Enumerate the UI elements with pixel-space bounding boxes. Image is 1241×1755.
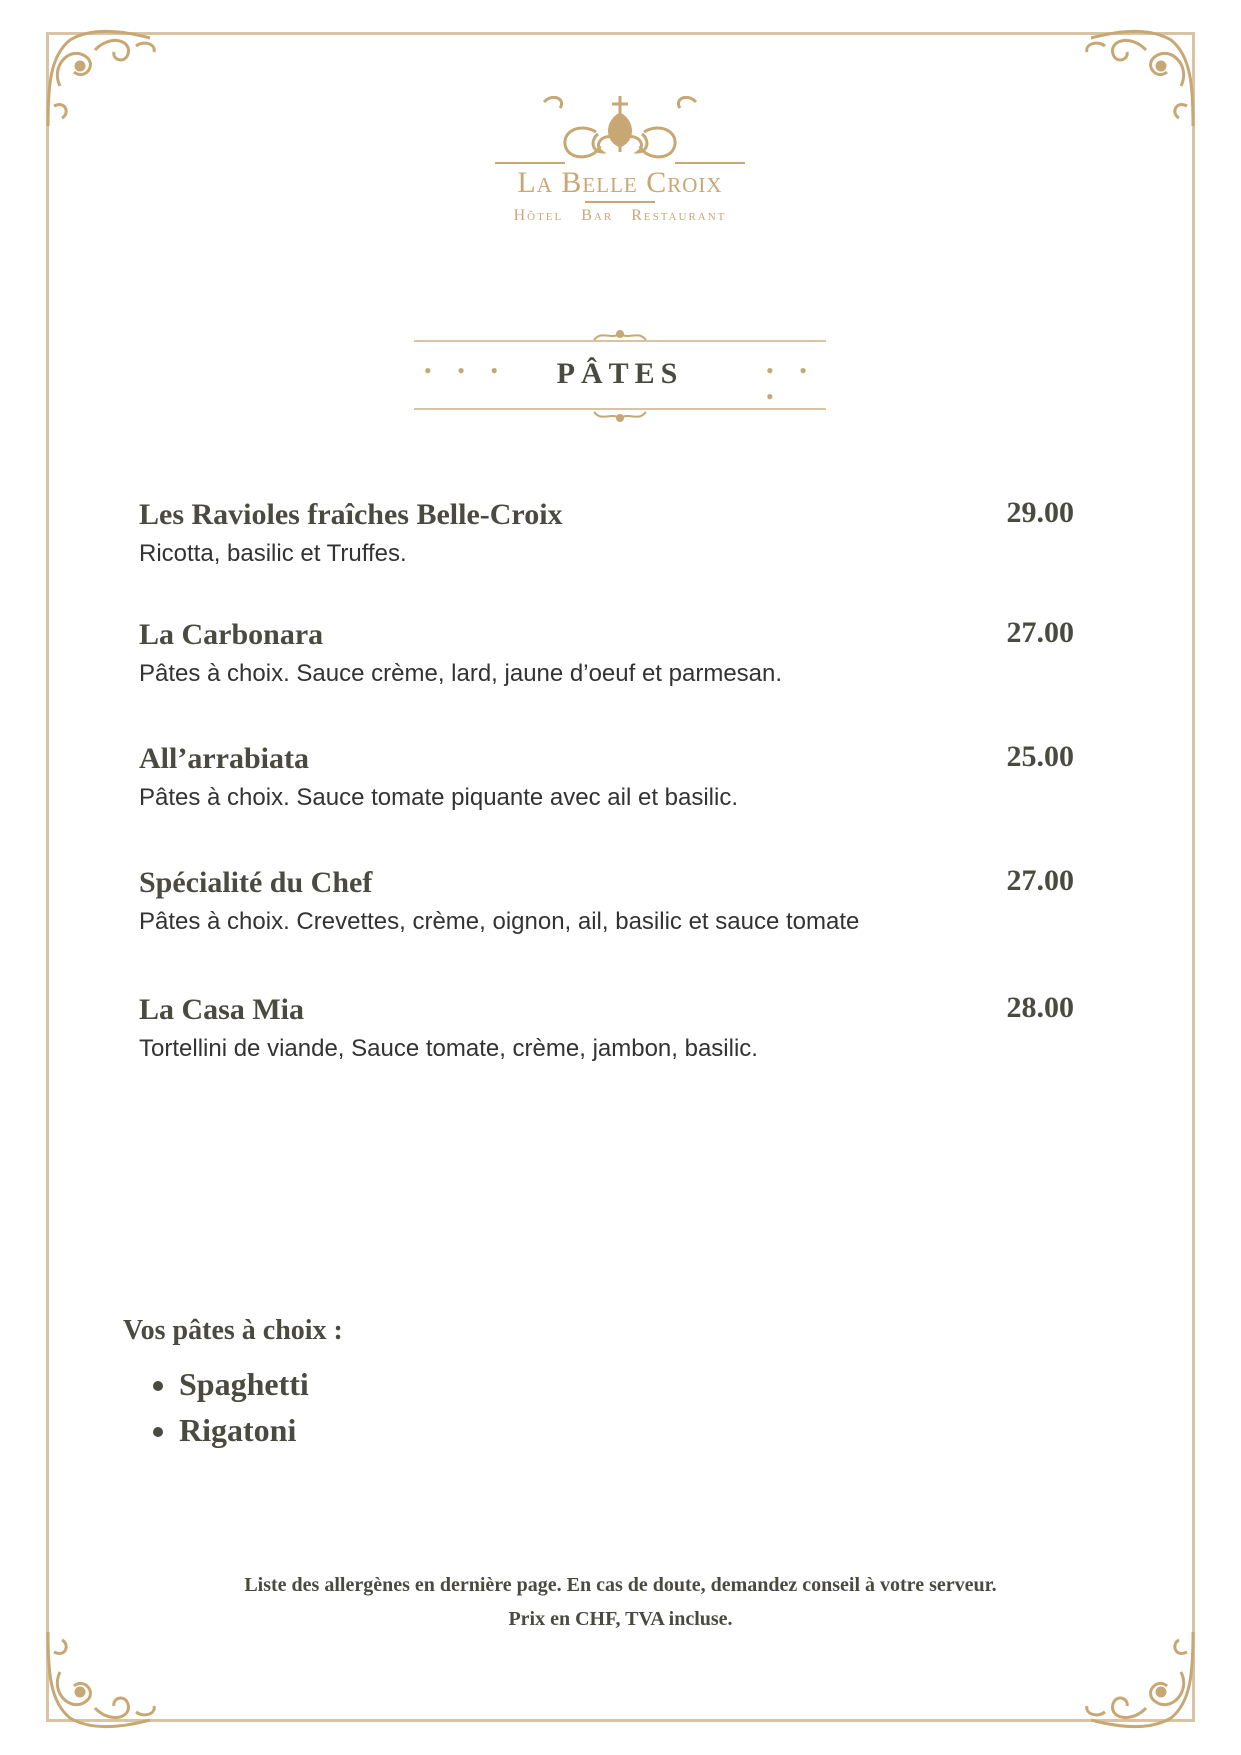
corner-ornament-bottom-left bbox=[40, 1622, 170, 1732]
section-title: PÂTES bbox=[556, 357, 684, 390]
brand-logo bbox=[495, 92, 745, 227]
item-name: Spécialité du Chef bbox=[139, 866, 373, 899]
brand-underline bbox=[585, 201, 655, 203]
menu-item bbox=[139, 618, 1074, 688]
logo-rule-left bbox=[495, 162, 565, 164]
pasta-choices bbox=[123, 1315, 343, 1453]
footer-line-allergens: Liste des allergènes en dernière page. En cas de doute, demandez conseil à votre serveur. bbox=[244, 1574, 997, 1596]
list-item: • Rigatoni bbox=[179, 1407, 343, 1453]
menu-item bbox=[139, 866, 1074, 936]
fleur-de-lis-icon bbox=[540, 92, 700, 164]
item-name: All’arrabiata bbox=[139, 742, 309, 775]
menu-item bbox=[139, 498, 1074, 568]
footer-note bbox=[0, 1568, 1241, 1636]
pasta-choices-title: Vos pâtes à choix : bbox=[123, 1315, 343, 1346]
scroll-ornament-icon bbox=[590, 328, 650, 344]
pasta-choices-list bbox=[123, 1361, 343, 1453]
scroll-ornament-icon bbox=[590, 408, 650, 424]
section-header bbox=[414, 328, 826, 428]
item-name: La Casa Mia bbox=[139, 993, 304, 1026]
item-description: Tortellini de viande, Sauce tomate, crème, jambon, basilic. bbox=[139, 1035, 758, 1062]
dots-right: • • • bbox=[766, 358, 817, 409]
item-name: Les Ravioles fraîches Belle-Croix bbox=[139, 498, 563, 531]
item-price: 25.00 bbox=[1006, 740, 1074, 773]
item-price: 28.00 bbox=[1006, 991, 1074, 1024]
item-description: Ricotta, basilic et Truffes. bbox=[139, 540, 407, 567]
logo-rule-right bbox=[675, 162, 745, 164]
dots-left: • • • bbox=[424, 358, 509, 383]
item-price: 27.00 bbox=[1006, 864, 1074, 897]
item-description: Pâtes à choix. Crevettes, crème, oignon, ail, basilic et sauce tomate bbox=[139, 908, 860, 935]
item-description: Pâtes à choix. Sauce tomate piquante avec ail et basilic. bbox=[139, 784, 739, 811]
item-price: 27.00 bbox=[1006, 616, 1074, 649]
item-price: 29.00 bbox=[1006, 496, 1074, 529]
corner-ornament-top-left bbox=[40, 26, 170, 136]
menu-item bbox=[139, 993, 1074, 1063]
footer-line-prices: Prix en CHF, TVA incluse. bbox=[508, 1608, 733, 1630]
menu-item bbox=[139, 742, 1074, 812]
corner-ornament-bottom-right bbox=[1071, 1622, 1201, 1732]
brand-name: La Belle Croix bbox=[517, 166, 723, 199]
item-description: Pâtes à choix. Sauce crème, lard, jaune d’oeuf et parmesan. bbox=[139, 660, 783, 687]
item-name: La Carbonara bbox=[139, 618, 324, 651]
corner-ornament-top-right bbox=[1071, 26, 1201, 136]
list-item: • Spaghetti bbox=[179, 1361, 343, 1407]
brand-subtitle: Hôtel Bar Restaurant bbox=[513, 207, 727, 224]
